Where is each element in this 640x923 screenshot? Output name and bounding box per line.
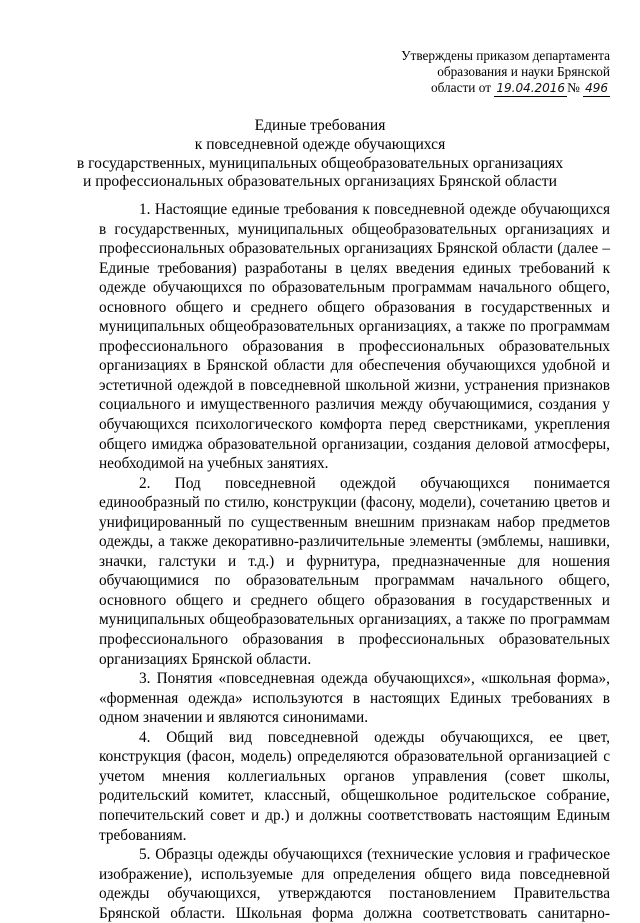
title-line-3: в государственных, муниципальных общеобразовательных организациях [76,154,564,172]
paragraph-4: 4. Общий вид повседневной одежды обучающихся, ее цвет, конструкция (фасон, модель) определяются образовательной организацией с учетом мнения коллегиальных органов управления (совет школы, родительский комитет, классный, общешкольное родительское собрание, попечительский совет и др.) и должны соответствовать настоящим Единым требованиям. [99,728,610,844]
approval-line-2: образования и науки Брянской [437,64,610,79]
approval-date-prefix: области от [430,80,492,95]
approval-date: 19.04.2016 [496,81,566,95]
approval-line-3 [401,80,610,97]
approval-stamp [401,48,610,97]
approval-number-label: № [567,80,580,95]
paragraph-5: 5. Образцы одежды обучающихся (технические условия и графическое изображение), используемые для определения общего вида повседневной одежды обучающихся, утверждаются постановлением Правительства Брянской области. Школьная форма должна соответствовать санитарно- [99,846,610,922]
document-title [60,117,580,192]
paragraph-3: 3. Понятия «повседневная одежда обучающихся», «школьная форма», «форменная одежда» используются в настоящих Единых требованиях в одном значении и являются синонимами. [99,670,610,727]
paragraph-1: 1. Настоящие единые требования к повседневной одежде обучающихся в государственных, муниципальных общеобразовательных организациях и профессиональных образовательных организациях Брянской области (далее – Единые требования) разработаны в целях введения единых требований к одежде обучающихся по образовательным программам начального общего, основного общего и среднего общего образования в государственных и муниципальных общеобразовательных организациях, а также по программам профессионального образования в профессиональных образовательных организациях в Брянской области для обеспечения обучающихся удобной и эстетичной одеждой в повседневной школьной жизни, устранения признаков социального и имущественного различия между обучающимися, создания у обучающихся психологического комфорта перед сверстниками, укрепления общего имиджа образовательной организации, создания деловой атмосферы, необходимой на учебных занятиях. [99,201,610,473]
paragraph-2: 2. Под повседневной одеждой обучающихся понимается единообразный по стилю, конструкции (фасону, модели), сочетанию цветов и унифицированный по существенным внешним признакам набор предметов одежды, а также декоративно-различительные элементы (эмблемы, нашивки, значки, галстуки и т.д.) и фурнитура, предназначенные для ношения обучающимися по образовательным программам начального общего, основного общего и среднего общего образования в государственных и муниципальных общеобразовательных организациях, а также по программам профессионального образования в профессиональных образовательных организациях Брянской области. [99,474,610,668]
document-body [99,200,610,923]
approval-line-1: Утверждены приказом департамента [401,48,610,63]
approval-number: 496 [585,81,608,95]
title-line-2: к повседневной одежде обучающихся [194,135,446,153]
title-line-4: и профессиональных образовательных организациях Брянской области [83,173,557,191]
title-line-1: Единые требования [254,117,386,134]
